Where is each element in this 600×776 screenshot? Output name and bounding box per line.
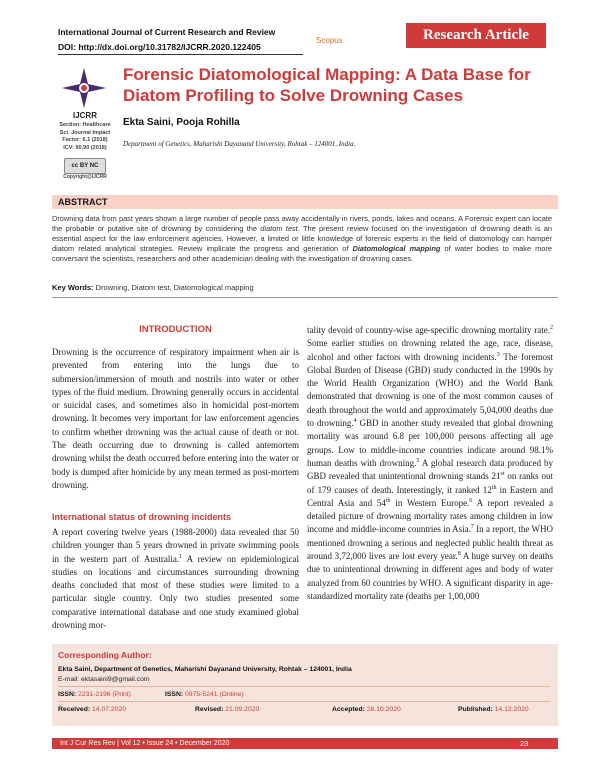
doi-link[interactable]: http://dx.doi.org/10.31782/IJCRR.2020.122405 bbox=[78, 42, 261, 52]
info-line: Factor: 6.1 (2018) bbox=[62, 137, 108, 143]
issn-online: ISSN: 0975-5241 (Online) bbox=[165, 691, 244, 698]
journal-info bbox=[40, 122, 130, 152]
introduction-heading: INTRODUCTION bbox=[139, 324, 212, 335]
journal-logo-icon bbox=[58, 66, 110, 110]
divider bbox=[58, 686, 550, 687]
received-date: Received: 14.07.2020 bbox=[58, 706, 127, 713]
copyright: Copyright@IJCRR bbox=[63, 174, 107, 180]
ref-link[interactable]: 5 bbox=[416, 457, 420, 464]
ref-link[interactable]: 2 bbox=[550, 325, 553, 331]
header-rule bbox=[58, 54, 303, 55]
journal-name: International Journal of Current Research and Review bbox=[58, 27, 276, 37]
info-line: Sci. Journal Impact bbox=[59, 129, 111, 136]
ref-link[interactable]: 6 bbox=[469, 497, 473, 504]
international-status-paragraph: A report covering twelve years (1988-2000) data revealed that 50 children younger than 5 years drowned in private swimming pools in the western part of Australia.$^1$ A review on epidemiological studies on locations and circumstances surrounding drowning deaths concluded that most of these studies were limited to a particular single country. Only two studies presented some comparative international database and one study examined global drowning mor- bbox=[52, 527, 299, 631]
divider bbox=[58, 701, 550, 702]
ref-link[interactable]: 3 bbox=[496, 351, 500, 358]
info-line: Section: Healthcare bbox=[59, 122, 111, 128]
keywords-label: Key Words: bbox=[52, 283, 94, 292]
divider bbox=[52, 297, 558, 298]
corresponding-author-heading: Corresponding Author: bbox=[58, 650, 152, 660]
introduction-paragraph: Drowning is the occurrence of respiratory impairment when air is prevented from entering into the lungs due to submersion/immersion of mouth and nostrils into water or other types of the fluid medium. Drowning generally occurs in accidental or suicidal cases, and sometimes also in homicidal post-mortem drowning. It becomes very important for law enforcement agencies to confirm whether drowning was the actual cause of death or not. The death occurring due to drowning is called antemortem drowning whilst the death occurred before entering into the water or body is dumped after homicide by any mean termed as post-mortem drowning. bbox=[52, 347, 299, 490]
published-date: Published: 14.12.2020 bbox=[458, 706, 529, 713]
abstract-heading: ABSTRACT bbox=[52, 195, 558, 209]
corresponding-author-name: Ekta Saini, Department of Genetics, Maharishi Dayanand University, Rohtak – 124001, India bbox=[58, 666, 352, 673]
ref-link[interactable]: 8 bbox=[457, 551, 461, 558]
ref-link[interactable]: 4 bbox=[353, 418, 357, 425]
keywords-list: Drowning, Diatom test, Diatomological mapping bbox=[95, 283, 254, 292]
authors: Ekta Saini, Pooja Rohilla bbox=[123, 117, 240, 128]
article-title: Forensic Diatomological Mapping: A Data Base for Diatom Profiling to Solve Drowning Cases bbox=[123, 65, 531, 105]
revised-date: Revised: 21.09.2020 bbox=[195, 706, 260, 713]
subsection-heading: International status of drowning incidents bbox=[52, 512, 232, 522]
accepted-date: Accepted: 28.10.2020 bbox=[332, 706, 401, 713]
ref-link[interactable]: 1 bbox=[179, 553, 183, 560]
article-type-badge: Research Article bbox=[406, 23, 546, 48]
ref-link[interactable]: 7 bbox=[470, 524, 474, 531]
right-column-text: tality devoid of country-wise age-specific drowning mortality rate.$^2$ Some earlier studies on drowning related the age, race, disease, alcohol and other factors with drowning incidents.$^3$ The foremost Global Burden of Disease (GBD) study conducted in the 1990s by the World Health Organization (WHO) and the World Bank demonstrated that drowning is one of the most common causes of death throughout the world and approximately 5,04,000 deaths due to drowning.$^4$ GBD in another study revealed that global drowning mortality was around 6.8 per 100,000 persons affecting all age groups. Low to middle-income countries indicate around 98.1% human deaths with drowning.$^5$ A global research data produced by GBD revealed that unintentional drowning stands 21st on ranks out of 179 causes of death. Interestingly, it ranked 12th in Eastern and Central Asia and 54th in Western Europe.$^6$ A report revealed a detailed picture of drowning mortality rates among children in low income and middle-income countries in Asia.$^7$ In a report, the WHO mentioned drowning a serious and neglected public health threat as around 3,72,000 lives are lost every year.$^8$ A huge survey on deaths due to unintentional drowning in different ages and body of water analyzed from 60 countries by WHO. A significant disparity in age-standardized mortality rate (deaths per 1,00,000 bbox=[307, 325, 553, 601]
issn-print: ISSN: 2231-2196 (Print) bbox=[58, 691, 131, 698]
scopus-logo: Scopus bbox=[316, 36, 343, 45]
info-line: ICV: 90.90 (2018) bbox=[63, 144, 107, 151]
page-number: 23 bbox=[520, 739, 529, 748]
abstract-text: Drowning data from past years shown a large number of people pass away accidentally in rivers, ponds, lakes and oceans. A Forensic expert can locate the probable or putative site of drowning by considering the diatom test. The present review focused on the investigation of drowning death is an essential aspect for the law enforcement agencies. However, a limited or little knowledge of forensic experts in the field of diatomology can hamper diatom related analytical strategies. Review implicate the progress and generation of Diatomological mapping of water bodies to make more conversant the scientists, researchers and other academician dealing with the investigation of drowning cases. bbox=[52, 214, 552, 264]
affiliation: Department of Genetics, Maharishi Dayanand University, Rohtak – 124001, India. bbox=[123, 140, 356, 148]
doi-label: DOI: bbox=[58, 42, 76, 52]
journal-abbrev: IJCRR bbox=[72, 111, 97, 120]
doi-line bbox=[58, 42, 261, 52]
corresponding-author-email[interactable]: E-mail: ektasaini9@gmail.com bbox=[58, 676, 150, 683]
keywords bbox=[52, 283, 552, 292]
footer-citation: Int J Cur Res Rev | Vol 12 • Issue 24 • December 2020 bbox=[60, 740, 230, 747]
cc-license-badge[interactable]: cc BY NC bbox=[64, 158, 106, 174]
